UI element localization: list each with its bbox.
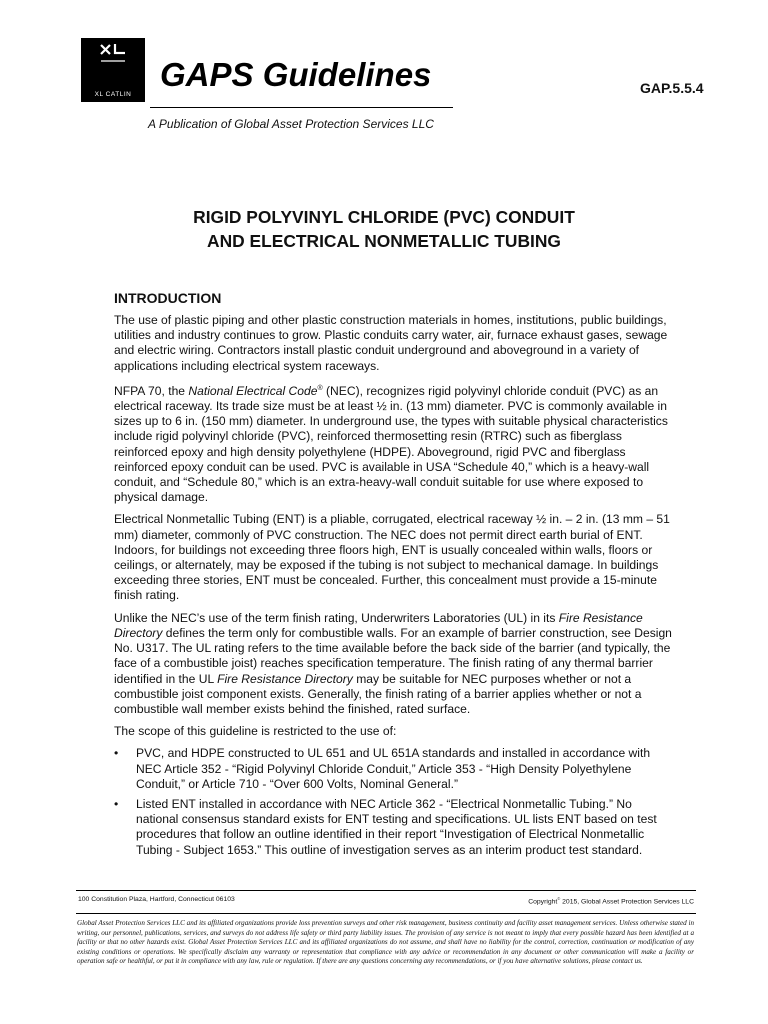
- list-item: • Listed ENT installed in accordance with NEC Article 362 - “Electrical Nonmetallic Tubing.” No national consensus standard exists for ENT testing and specifications. UL lists ENT based on test procedures that follow an outline identified in their report “Investigation of Electrical Nonmetallic Tubing - Subject 1653.” This outline of investigation serves as an interim product test standard.: [114, 796, 657, 857]
- paragraph-4: Unlike the NEC’s use of the term finish rating, Underwriters Laboratories (UL) in its Fire Resistance Directory defines the term only for combustible walls. For an example of barrier construction, see Design No. U317. The UL rating refers to the time available before the back side of the barrier (and typically, the face of a combustible joist) reaches specification temperature. The finish rating of any thermal barrier identified in the UL Fire Resistance Directory may be suitable for NEC purposes whether or not a combustible joist component exists. Generally, the finish rating of a barrier applies whether or not a combustible wall member exists behind the finished, rated surface.: [114, 610, 672, 716]
- registered-mark: ®: [317, 384, 323, 392]
- nec-title: National Electrical Code: [188, 383, 318, 398]
- section-heading: INTRODUCTION: [114, 290, 222, 306]
- scope-list: [114, 746, 674, 857]
- footer-rule-bottom: [76, 913, 696, 914]
- footer-address: 100 Constitution Plaza, Hartford, Connecticut 06103: [78, 896, 235, 903]
- footer-rule-top: [76, 890, 696, 891]
- logo-brand-text: XL CATLIN: [94, 91, 132, 98]
- document-code: GAP.5.5.4: [640, 80, 704, 96]
- document-title: [0, 205, 768, 253]
- paragraph-3: Electrical Nonmetallic Tubing (ENT) is a pliable, corrugated, electrical raceway ½ in. – 2 in. (13 mm – 51 mm) diameter, commonly of PVC construction. The NEC does not permit direct earth burial of ENT. Indoors, for buildings not exceeding three floors high, ENT is usually concealed within walls, floors or ceilings, or alternately, may be exposed if the tubing is not subject to mechanical damage. In buildings exceeding three stories, ENT must be concealed. Further, this concealment must provide a 15-minute finish rating.: [114, 512, 670, 603]
- guidelines-title: GAPS Guidelines: [160, 56, 432, 93]
- publication-line: A Publication of Global Asset Protection Services LLC: [148, 117, 434, 131]
- paragraph-2: NFPA 70, the National Electrical Code® (NEC), recognizes rigid polyvinyl chloride conduit (PVC) as an electrical raceway. Its trade size must be at least ½ in. (13 mm) diameter. PVC is commonly available in sizes up to 6 in. (150 mm) diameter. In underground use, the types with suitable physical characteristics include rigid polyvinyl chloride (PVC), reinforced thermosetting resin (RTRC) such as fiberglass reinforced epoxy and high density polyethylene (HDPE). Aboveground, rigid PVC and fiberglass reinforced epoxy conduit can be used. PVC is available in USA “Schedule 40,” which is a heavy-wall conduit, and “Schedule 80,” which is an extra-heavy-wall conduit suitable for use where exposed to physical damage.: [114, 383, 668, 505]
- xl-catlin-logo: [81, 38, 145, 102]
- document-title-line-1: RIGID POLYVINYL CHLORIDE (PVC) CONDUIT: [193, 207, 575, 227]
- bullet-icon: •: [114, 796, 119, 811]
- footer-copyright: Copyright© 2015, Global Asset Protection Services LLC: [528, 896, 694, 906]
- directory-title: Fire Resistance Directory: [114, 610, 643, 640]
- header-rule: [150, 107, 453, 108]
- xl-logo-mark: [97, 42, 129, 70]
- document-title-line-2: AND ELECTRICAL NONMETALLIC TUBING: [207, 231, 561, 251]
- paragraph-1: The use of plastic piping and other plastic construction materials in homes, institutions, public buildings, utilities and industry continues to grow. Plastic conduits carry water, air, furnace exhaust gases, sewage and electric wiring. Contractors install plastic conduit underground and aboveground in a variety of applications including electrical system raceways.: [114, 313, 668, 373]
- body-text: [114, 313, 674, 863]
- disclaimer: Global Asset Protection Services LLC and its affiliated organizations provide loss prevention surveys and other risk management, business continuity and facility asset management services. Unless otherwise stated in writing, our personnel, publications, services, and surveys do not address life safety or third party liability issues. The provision of any service is not meant to imply that every possible hazard has been identified at a facility or that no other hazards exist. Global Asset Protection Services LLC and its affiliated organizations do not assume, and shall have no liability for the control, correction, continuation or modification of any existing conditions or operations. We specifically disclaim any warranty or representation that compliance with any advice or recommendation in any document or other communication will make a facility or operation safe or healthful, or put it in compliance with any law, rule or regulation. If there are any questions concerning any recommendations, or if you have alternative solutions, please contact us.: [77, 919, 694, 966]
- bullet-icon: •: [114, 746, 119, 761]
- paragraph-5: The scope of this guideline is restricted to the use of:: [114, 724, 397, 739]
- list-item: • PVC, and HDPE constructed to UL 651 and UL 651A standards and installed in accordance with NEC Article 352 - “Rigid Polyvinyl Chloride Conduit,” Article 353 - “High Density Polyethylene Conduit,” or Article 710 - “Over 600 Volts, Nominal General.”: [114, 746, 651, 791]
- directory-title: Fire Resistance Directory: [217, 671, 353, 686]
